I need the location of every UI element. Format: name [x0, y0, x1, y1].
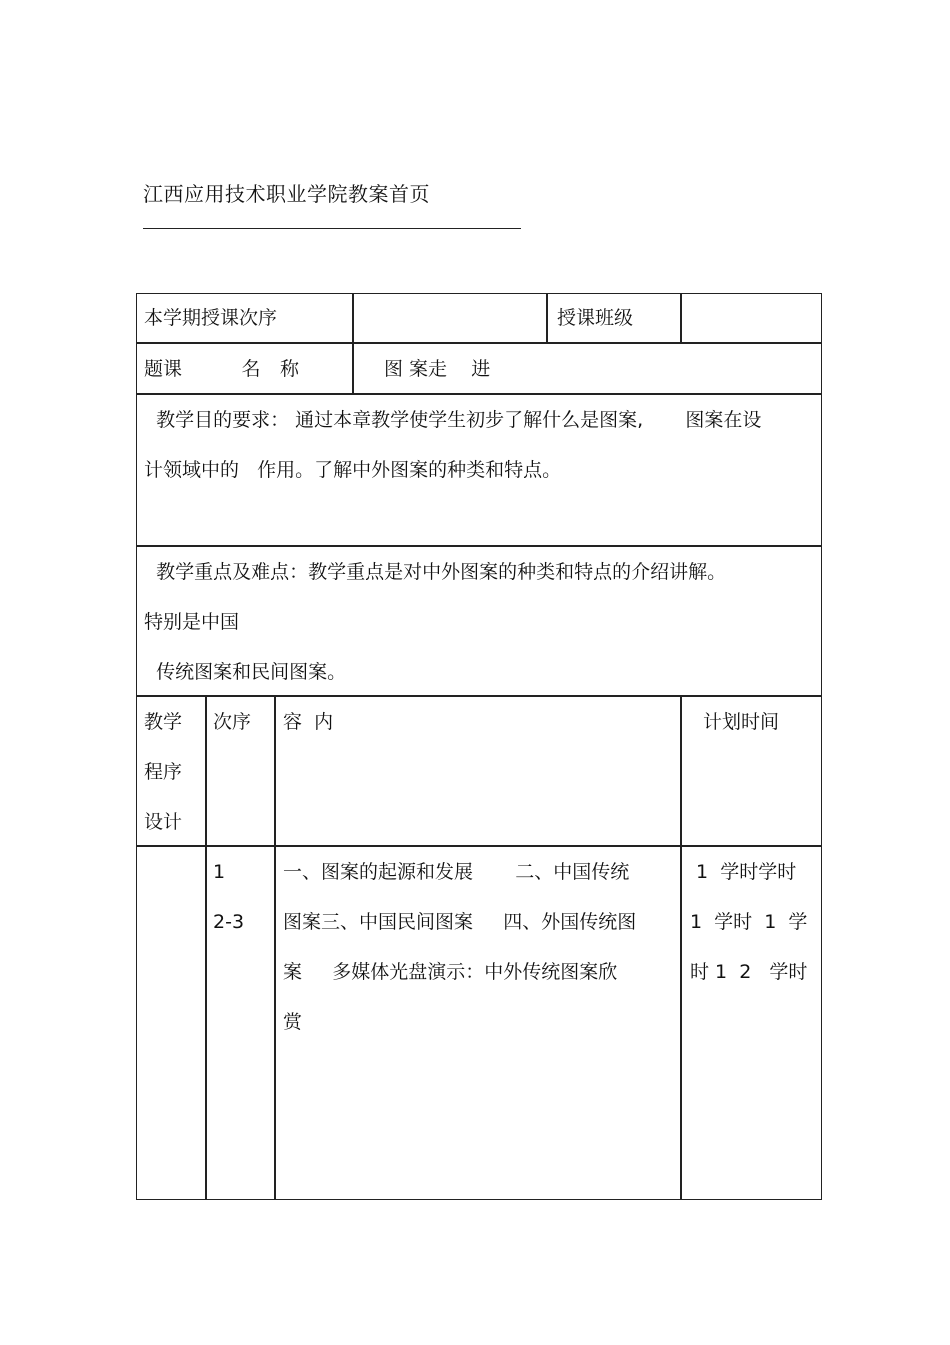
- content-line: 一、图案的起源和发展 二、中国传统: [283, 861, 630, 883]
- time-line: 时 1 2 学时: [690, 961, 808, 983]
- keypoints-line: 教学重点及难点：教学重点是对中外图案的种类和特点的介绍讲解。: [144, 561, 727, 583]
- program-design-label: 教学: [144, 711, 183, 733]
- topic-label-part: 称: [279, 358, 299, 380]
- col-divider: [274, 695, 276, 1200]
- row-divider: [137, 342, 821, 344]
- col-divider: [352, 294, 354, 343]
- col-divider: [680, 294, 682, 343]
- topic-label: [144, 360, 299, 379]
- document-title: 江西应用技术职业学院教案首页: [143, 182, 430, 206]
- time-line: 1 学时学时: [690, 861, 797, 883]
- col-divider: [546, 294, 548, 343]
- program-design-label: 程序: [144, 761, 183, 783]
- content-header: 容 内: [283, 711, 334, 733]
- content-line: 赏: [283, 1011, 303, 1033]
- col-divider: [680, 695, 682, 1200]
- order-cell: 1: [213, 861, 226, 883]
- order-label: 本学期授课次序: [144, 307, 278, 329]
- program-design-label: 设计: [144, 811, 183, 833]
- col-divider: [205, 695, 207, 1200]
- class-label: 授课班级: [557, 307, 634, 329]
- content-line: 案 多媒体光盘演示：中外传统图案欣: [283, 961, 618, 983]
- title-underline: [143, 228, 521, 229]
- order-header: 次序: [213, 711, 252, 733]
- content-line: 图案三、中国民间图案 四、外国传统图: [283, 911, 637, 933]
- topic-value: 图 案走 进: [384, 358, 491, 380]
- objectives-line: 计领域中的 作用。了解中外图案的种类和特点。: [144, 459, 562, 481]
- topic-label-part: 名: [241, 358, 261, 380]
- keypoints-line: 特别是中国: [144, 611, 240, 633]
- time-line: 1 学时 1 学: [690, 911, 808, 933]
- keypoints-line: 传统图案和民间图案。: [144, 661, 347, 683]
- lesson-plan-table: [136, 293, 822, 1200]
- topic-label-part: 题课: [144, 358, 183, 380]
- time-header: 计划时间: [703, 711, 780, 733]
- objectives-line: 教学目的要求： 通过本章教学使学生初步了解什么是图案, 图案在设: [144, 409, 762, 431]
- order-cell: 2-3: [213, 911, 245, 933]
- col-divider: [352, 342, 354, 394]
